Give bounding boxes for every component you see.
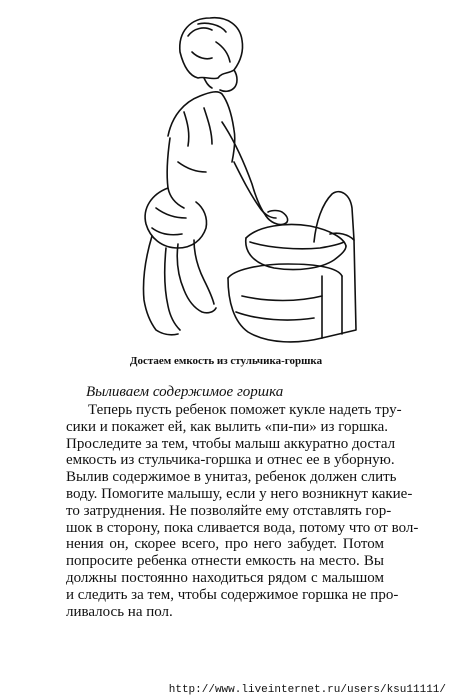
paragraph-line: Проследите за тем, чтобы малыш аккуратно достал (66, 435, 396, 452)
paragraph-line: и следить за тем, чтобы содержимое горшка не про- (66, 586, 399, 603)
section-subheading: Выливаем содержимое горшка (86, 384, 284, 400)
paragraph-line: Теперь пусть ребенок поможет кукле надеть тру- (88, 402, 402, 418)
paragraph-line: то затруднения. Не позволяйте ему отставлять гор- (66, 502, 392, 519)
paragraph-line: воду. Помогите малышу, если у него возникнут какие- (66, 485, 413, 502)
illustration-caption: Достаем емкость из стульчика-горшка (129, 355, 323, 367)
paragraph-line: шок в сторону, пока сливается вода, потому что от вол- (66, 519, 419, 536)
paragraph-line: сики и покажет ей, как вылить «пи-пи» из горшка. (66, 418, 389, 435)
watermark-url: http://www.liveinternet.ru/users/ksu11111/ (168, 684, 446, 696)
paragraph-line: Вылив содержимое в унитаз, ребенок должен слить (66, 469, 397, 486)
paragraph-line: должны постоянно находиться рядом с малышом (66, 569, 384, 586)
paragraph-line: попросите ребенка отнести емкость на место. Вы (66, 553, 384, 570)
body-paragraph (66, 402, 419, 620)
paragraph-line: нения он, скорее всего, про него забудет. Потом (66, 536, 384, 553)
paragraph-line: ливалось на пол. (66, 603, 173, 620)
paragraph-line: емкость из стульчика-горшка и отнес ее в уборную. (66, 452, 395, 469)
child-with-potty-illustration (108, 12, 358, 352)
